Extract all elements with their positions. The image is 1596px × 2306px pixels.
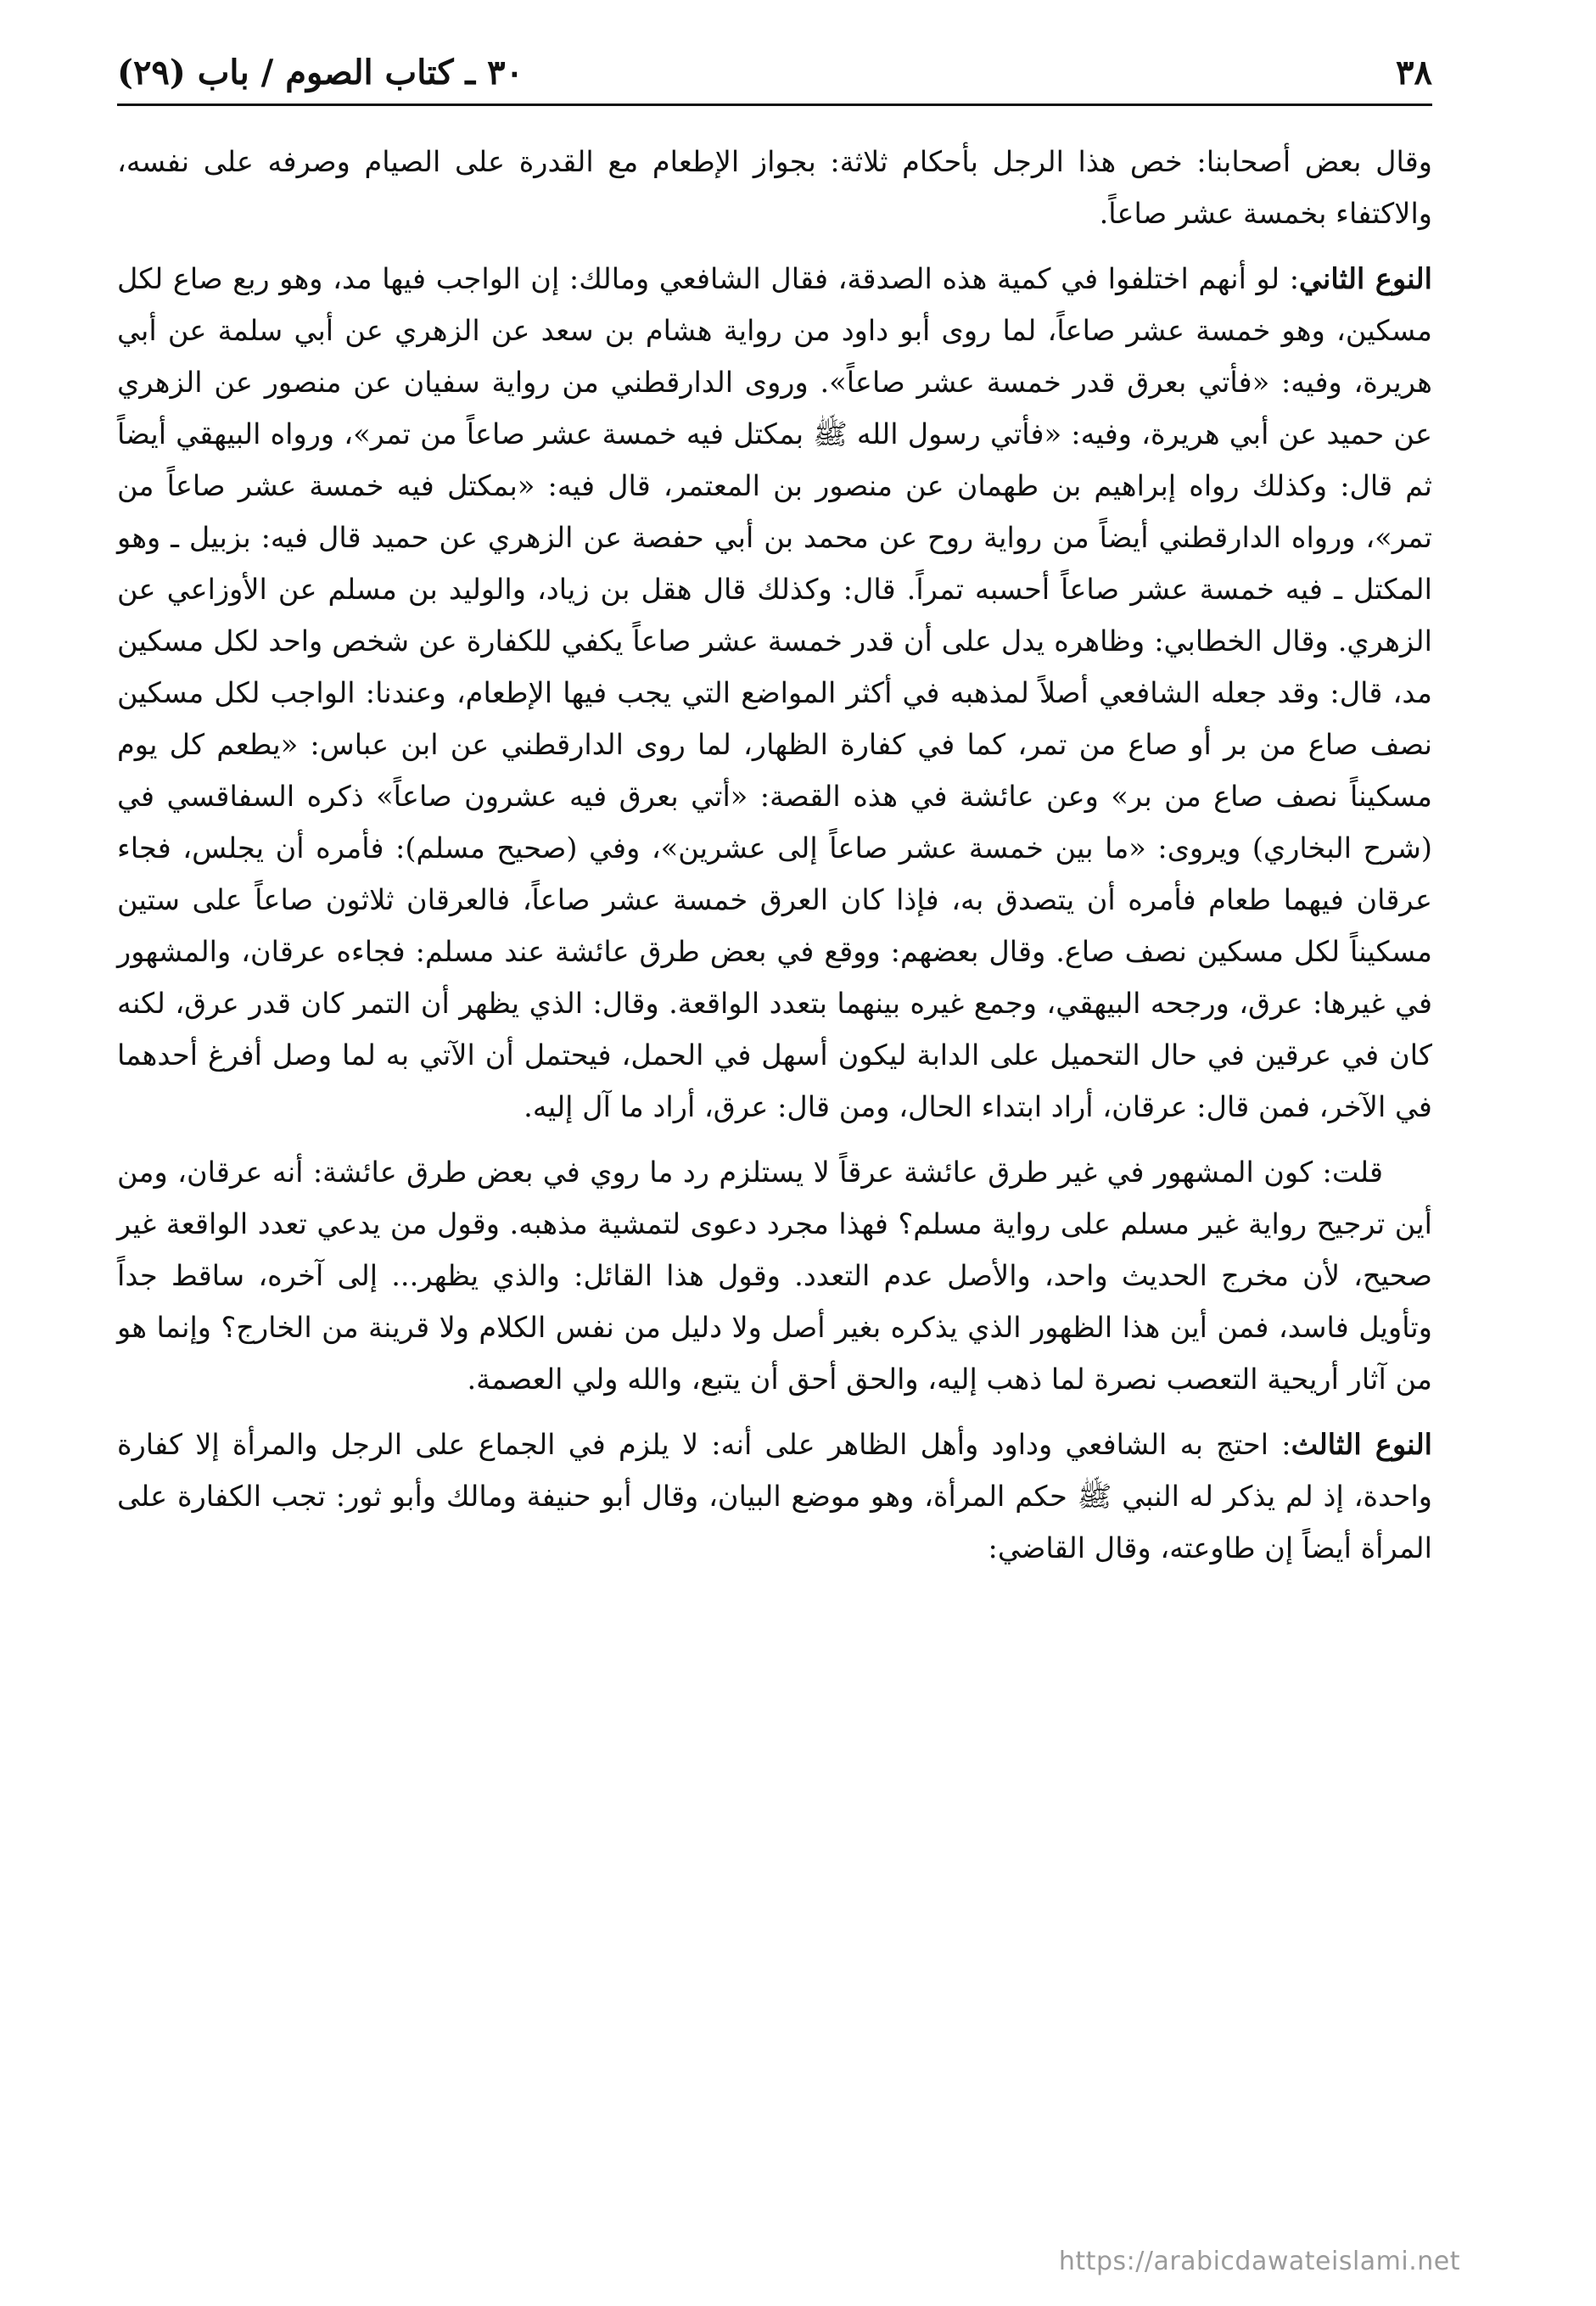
paragraph-4-heading: النوع الثالث: [1291, 1427, 1433, 1461]
header-rule: [117, 104, 1432, 106]
page-number: ٣٨: [1396, 53, 1432, 92]
paragraph-1: [117, 136, 1432, 239]
paragraph-4: [117, 1419, 1432, 1574]
paragraph-2-heading: النوع الثاني: [1299, 261, 1432, 295]
running-title: ٣٠ ـ كتاب الصوم / باب (٢٩): [117, 53, 524, 92]
main-text: [117, 136, 1432, 1587]
paragraph-3-text: قلت: كون المشهور في غير طرق عائشة عرقاً لا يستلزم رد ما روي في بعض طرق عائشة: أنه عرقان، ومن أين ترجيح رواية غير مسلم على رواية مسلم؟ فهذا مجرد دعوى لتمشية مذهبه. وقول من يدعي تعدد الواقعة غير صحيح، لأن مخرج الحديث واحد، والأصل عدم التعدد. وقول هذا القائل: والذي يظهر... إلى آخره، ساقط جداً وتأويل فاسد، فمن أين هذا الظهور الذي يذكره بغير أصل ولا دليل من نفس الكلام ولا قرينة من الخارج؟ وإنما هو من آثار أريحية التعصب نصرة لما ذهب إليه، والحق أحق أن يتبع، والله ولي العصمة.: [117, 1156, 1432, 1396]
paragraph-2-text: : لو أنهم اختلفوا في كمية هذه الصدقة، فقال الشافعي ومالك: إن الواجب فيها مد، وهو ربع صاع لكل مسكين، وهو خمسة عشر صاعاً، لما روى أبو داود من رواية هشام بن سعد عن الزهري عن أبي سلمة عن أبي هريرة، وفيه: «فأتي بعرق قدر خمسة عشر صاعاً». وروى الدارقطني من رواية سفيان عن منصور عن الزهري عن حميد عن أبي هريرة، وفيه: «فأتي رسول الله ﷺ بمكتل فيه خمسة عشر صاعاً من تمر»، ورواه البيهقي أيضاً ثم قال: وكذلك رواه إبراهيم بن طهمان عن منصور بن المعتمر، قال فيه: «بمكتل فيه خمسة عشر صاعاً من تمر»، ورواه الدارقطني أيضاً من رواية روح عن محمد بن أبي حفصة عن الزهري عن حميد قال فيه: بزبيل ـ وهو المكتل ـ فيه خمسة عشر صاعاً أحسبه تمراً. قال: وكذلك قال هقل بن زياد، والوليد بن مسلم عن الأوزاعي عن الزهري. وقال الخطابي: وظاهره يدل على أن قدر خمسة عشر صاعاً يكفي للكفارة عن شخص واحد لكل مسكين مد، قال: وقد جعله الشافعي أصلاً لمذهبه في أكثر المواضع التي يجب فيها الإطعام، وعندنا: الواجب لكل مسكين نصف صاع من بر أو صاع من تمر، كما في كفارة الظهار، لما روى الدارقطني عن ابن عباس: «يطعم كل يوم مسكيناً نصف صاع من بر» وعن عائشة في هذه القصة: «أتي بعرق فيه عشرون صاعاً» ذكره السفاقسي في (شرح البخاري) ويروى: «ما بين خمسة عشر صاعاً إلى عشرين»، وفي (صحيح مسلم): فأمره أن يجلس، فجاء عرقان فيهما طعام فأمره أن يتصدق به، فإذا كان العرق خمسة عشر صاعاً، فالعرقان ثلاثون صاعاً على ستين مسكيناً لكل مسكين نصف صاع. وقال بعضهم: ووقع في بعض طرق عائشة عند مسلم: فجاءه عرقان، والمشهور في غيرها: عرق، ورجحه البيهقي، وجمع غيره بينهما بتعدد الواقعة. وقال: الذي يظهر أن التمر كان قدر عرق، لكنه كان في عرقين في حال التحميل على الدابة ليكون أسهل في الحمل، فيحتمل أن الآتي به لما وصل أفرغ أحدهما في الآخر، فمن قال: عرقان، أراد ابتداء الحال، ومن قال: عرق، أراد ما آل إليه.: [117, 262, 1432, 1123]
paragraph-1-text: وقال بعض أصحابنا: خص هذا الرجل بأحكام ثلاثة: بجواز الإطعام مع القدرة على الصيام وصرفه على نفسه، والاكتفاء بخمسة عشر صاعاً.: [117, 145, 1432, 230]
paragraph-2: [117, 253, 1432, 1133]
paragraph-3: [117, 1146, 1432, 1405]
source-watermark: https://arabicdawateislami.net: [1058, 2247, 1460, 2276]
paragraph-4-text: : احتج به الشافعي وداود وأهل الظاهر على أنه: لا يلزم في الجماع على الرجل والمرأة إلا كفارة واحدة، إذ لم يذكر له النبي ﷺ حكم المرأة، وهو موضع البيان، وقال أبو حنيفة ومالك وأبو ثور: تجب الكفارة على المرأة أيضاً إن طاوعته، وقال القاضي:: [117, 1428, 1432, 1564]
